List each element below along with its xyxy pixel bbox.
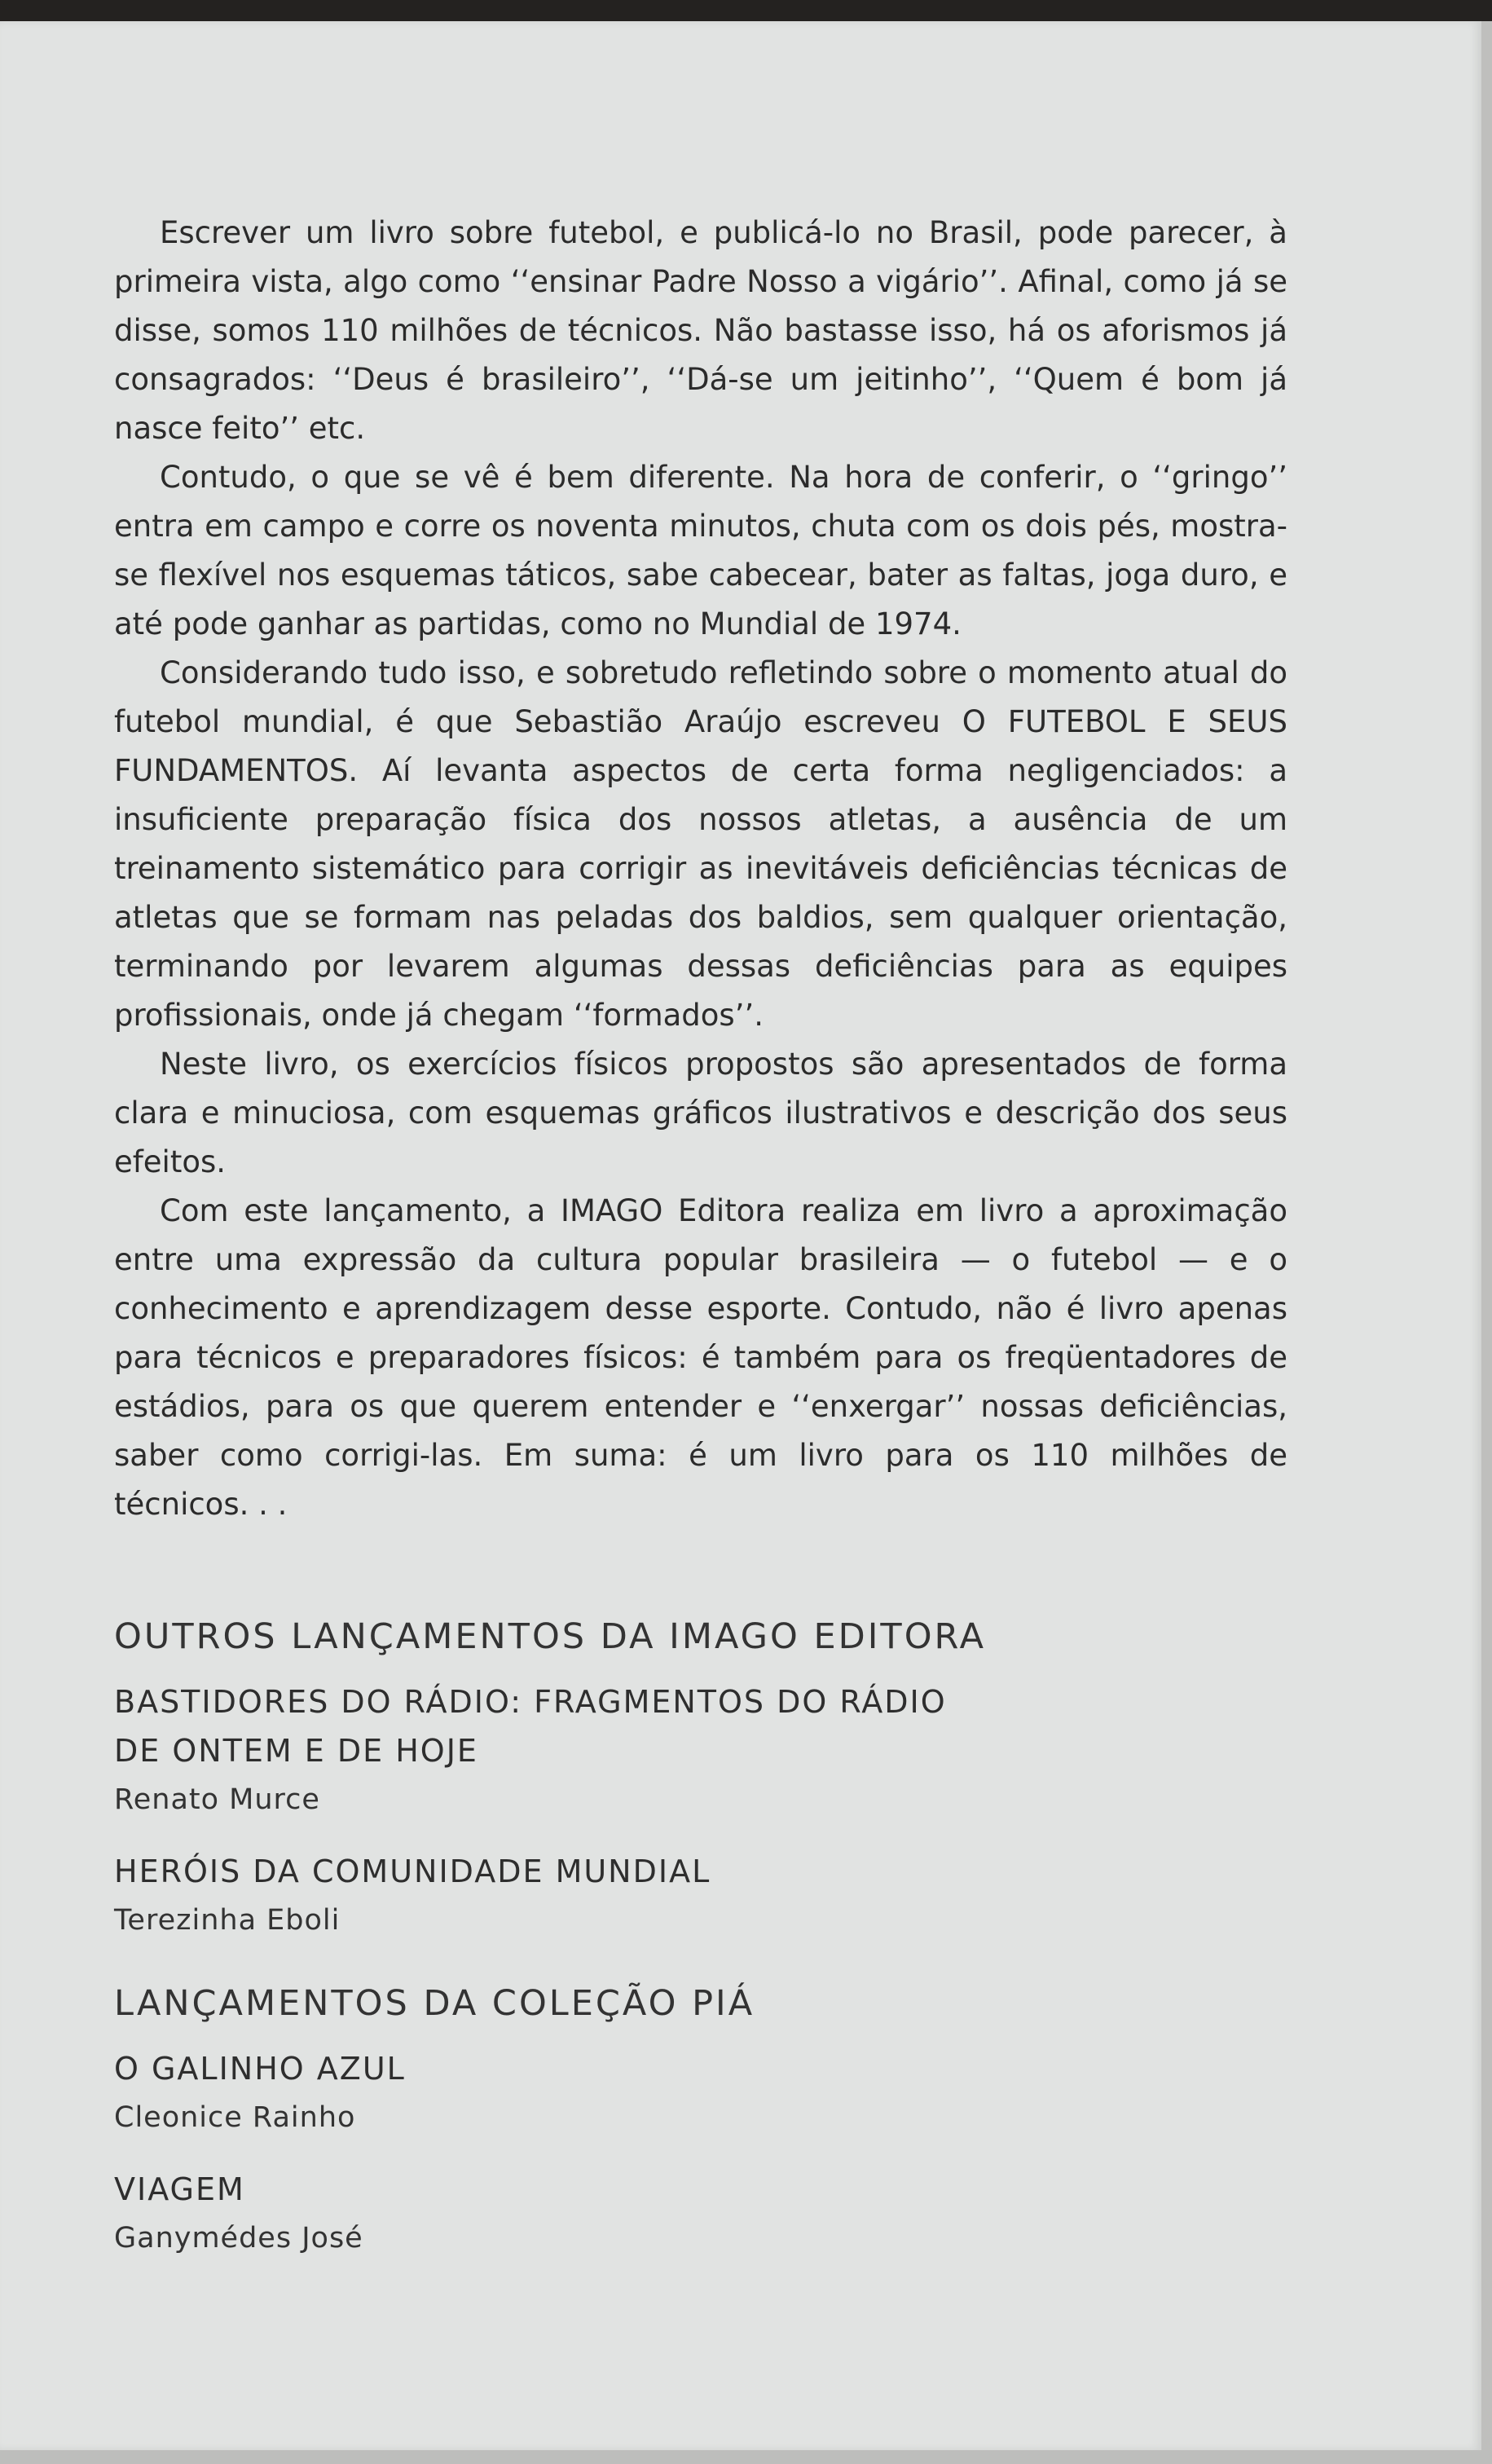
colecao-pia-heading: LANÇAMENTOS DA COLEÇÃO PIÁ	[114, 1983, 755, 2024]
cover-content	[114, 209, 1287, 2285]
book-title-line-1: BASTIDORES DO RÁDIO: FRAGMENTOS DO RÁDIO	[114, 1684, 947, 1720]
blurb-paragraph-5: Com este lançamento, a IMAGO Editora realiza em livro a aproximação entre uma expressão da cultura popular brasileira — o futebol — e o conhecimento e aprendizagem desse esporte. Contudo, não é livro apenas para técnicos e preparadores físicos: é também para os freqüentadores de estádios, para os que querem entender e ‘‘enxergar’’ nossas deficiências, saber como corrigi-las. Em suma: é um livro para os 110 milhões de técnicos. . .	[114, 1193, 1287, 1522]
book-back-cover	[0, 21, 1481, 2450]
page-edge-right	[1481, 21, 1492, 2464]
blurb-paragraph-4: Neste livro, os exercícios físicos propostos são apresentados de forma clara e minuciosa, com esquemas gráficos ilustrativos e descrição dos seus efeitos.	[114, 1047, 1287, 1179]
page-edge-bottom	[0, 2450, 1492, 2464]
outros-lancamentos-heading: OUTROS LANÇAMENTOS DA IMAGO EDITORA	[114, 1616, 987, 1657]
book-entry-galinho-azul	[114, 2044, 1287, 2142]
blurb-paragraph-2: Contudo, o que se vê é bem diferente. Na hora de conferir, o ‘‘gringo’’ entra em campo e corre os noventa minutos, chuta com os dois pés, mostra-se flexível nos esquemas táticos, sabe cabecear, bater as faltas, joga duro, e até pode ganhar as partidas, como no Mundial de 1974.	[114, 460, 1287, 641]
blurb-text	[114, 209, 1287, 1529]
book-author: Renato Murce	[114, 1783, 320, 1816]
book-title-line-2: DE ONTEM E DE HOJE	[114, 1733, 478, 1769]
book-entry-herois	[114, 1847, 1287, 1945]
book-author: Ganymédes José	[114, 2222, 363, 2255]
book-entry-viagem	[114, 2165, 1287, 2263]
book-title: HERÓIS DA COMUNIDADE MUNDIAL	[114, 1854, 711, 1889]
blurb-paragraph-3: Considerando tudo isso, e sobretudo refletindo sobre o momento atual do futebol mundial, é que Sebastião Araújo escreveu O FUTEBOL E SEUS FUNDAMENTOS. Aí levanta aspectos de certa forma negligenciados: a insuficiente preparação física dos nossos atletas, a ausência de um treinamento sistemático para corrigir as inevitáveis deficiências técnicas de atletas que se formam nas peladas dos baldios, sem qualquer orientação, terminando por levarem algumas dessas deficiências para as equipes profissionais, onde já chegam ‘‘formados’’.	[114, 655, 1287, 1033]
book-title: VIAGEM	[114, 2171, 245, 2207]
book-author: Cleonice Rainho	[114, 2101, 356, 2134]
blurb-paragraph-1: Escrever um livro sobre futebol, e publicá-lo no Brasil, pode parecer, à primeira vista, algo como ‘‘ensinar Padre Nosso a vigário’’. Afinal, como já se disse, somos 110 milhões de técnicos. Não bastasse isso, há os aforismos já consagrados: ‘‘Deus é brasileiro’’, ‘‘Dá-se um jeitinho’’, ‘‘Quem é bom já nasce feito’’ etc.	[114, 215, 1287, 446]
book-entry-bastidores	[114, 1677, 1287, 1824]
book-author: Terezinha Eboli	[114, 1904, 341, 1937]
book-title: O GALINHO AZUL	[114, 2051, 406, 2087]
